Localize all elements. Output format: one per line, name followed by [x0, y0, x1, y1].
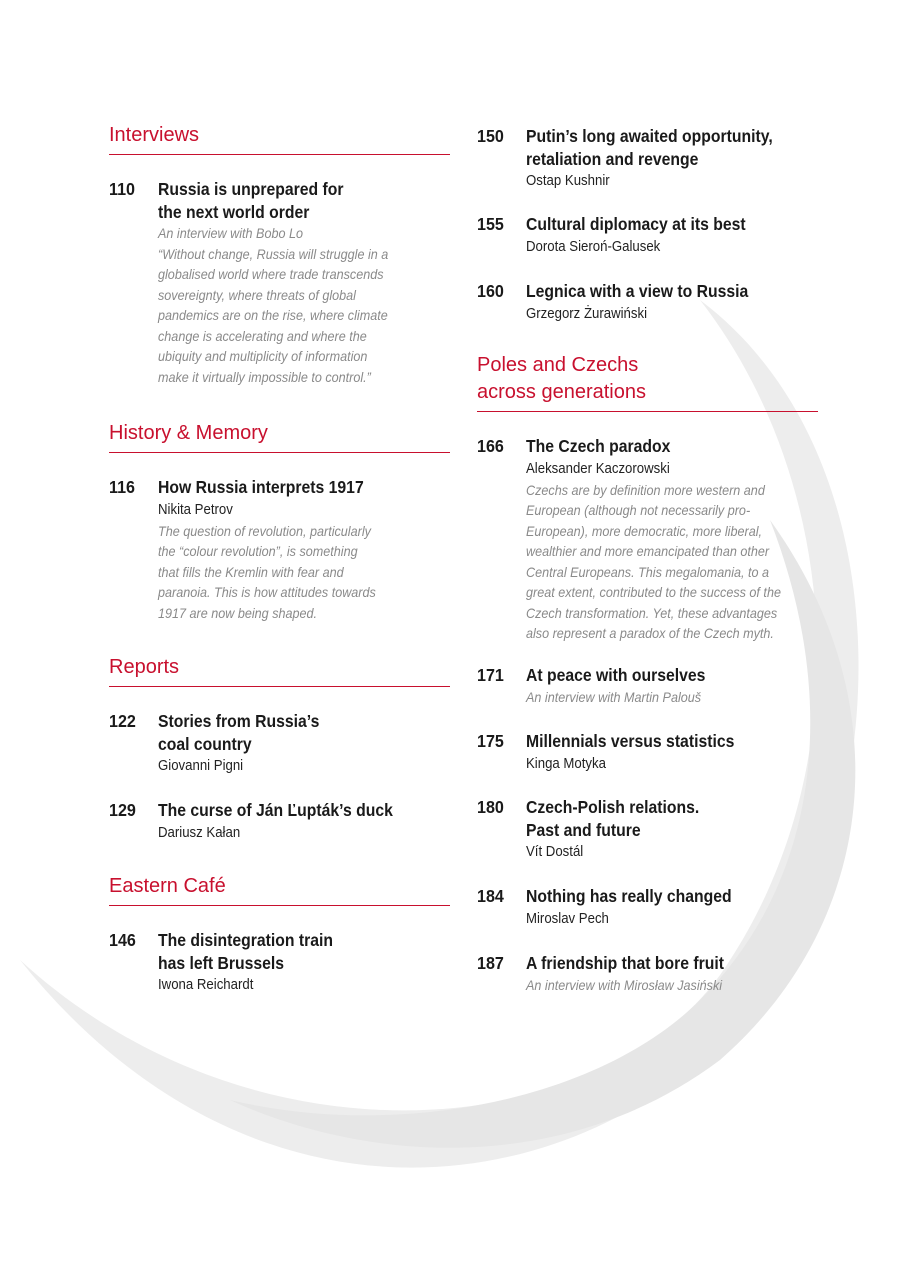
- entry-description: “Without change, Russia will struggle in a globalised world where trade transcends sovereignty, where threats of global pandemics are on the rise, where climate change is accelerating and where the ubiquity and multiplicity of information make it virtually impossible to control.”: [158, 245, 389, 385]
- section-eastern-cafe: [109, 873, 450, 906]
- entry-description: The question of revolution, particularly the “colour revolution”, is something that fills the Kremlin with fear and paranoia. This is how attitudes towards 1917 are now being shaped.: [158, 522, 376, 621]
- entry-subtitle: An interview with Bobo Lo: [158, 225, 303, 241]
- section-reports: [109, 654, 450, 687]
- entry-subtitle: An interview with Martin Palouš: [526, 688, 702, 705]
- page-number: 146: [109, 930, 136, 950]
- section-title-history: History & Memory: [109, 420, 450, 453]
- page-number: 122: [109, 711, 136, 731]
- section-title-eastern-cafe: Eastern Café: [109, 873, 450, 906]
- page-number: 180: [477, 797, 504, 817]
- section-title-line2: across generations: [477, 381, 646, 403]
- page-number: 171: [477, 665, 504, 685]
- section-history-memory: [109, 420, 450, 453]
- entry-title: Millennials versus statistics: [526, 731, 735, 751]
- page-number: 129: [109, 800, 136, 820]
- entry-title: The Czech paradox: [526, 436, 671, 456]
- page-number: 110: [109, 179, 135, 199]
- entry-author: Kinga Motyka: [526, 754, 606, 772]
- section-interviews: [109, 122, 450, 155]
- entry-title: Cultural diplomacy at its best: [526, 214, 746, 234]
- entry-author: Giovanni Pigni: [158, 757, 244, 774]
- section-title-line1: Poles and Czechs: [477, 354, 639, 376]
- page-number: 175: [477, 731, 504, 751]
- entry-title: A friendship that bore fruit: [526, 953, 725, 973]
- entry-title: The curse of Ján Ľupták’s duck: [158, 800, 393, 820]
- section-title-reports: Reports: [109, 654, 450, 687]
- page-number: 187: [477, 953, 504, 973]
- entry-author: Grzegorz Żurawiński: [526, 304, 648, 322]
- entry-title: How Russia interprets 1917: [158, 477, 364, 497]
- page-number: 116: [109, 477, 135, 497]
- page-number: 160: [477, 281, 504, 301]
- entry-author: Dorota Sieroń-Galusek: [526, 237, 661, 255]
- entry-title: Putin’s long awaited opportunity, retaliation and revenge: [526, 126, 773, 169]
- section-poles-czechs: [477, 352, 818, 412]
- section-title-interviews: Interviews: [109, 122, 450, 155]
- entry-author: Dariusz Kałan: [158, 823, 241, 841]
- entry-author: Vít Dostál: [526, 843, 584, 860]
- entry-subtitle: An interview with Mirosław Jasiński: [526, 976, 723, 993]
- entry-title: Legnica with a view to Russia: [526, 281, 749, 301]
- entry-description: Czechs are by definition more western and European (although not necessarily pro- European), more democratic, more liberal, wealthier and more emancipated than other Central Europeans. This megalomania, to a great extent, contributed to the success of the Czech transformation. Yet, these advantages also represent a paradox of the Czech myth.: [526, 481, 781, 641]
- page-number: 155: [477, 214, 504, 234]
- entry-title: At peace with ourselves: [526, 665, 706, 685]
- entry-title: Stories from Russia’s coal country: [158, 711, 320, 754]
- entry-author: Iwona Reichardt: [158, 976, 254, 993]
- entry-title: Nothing has really changed: [526, 886, 732, 906]
- entry-author: Aleksander Kaczorowski: [526, 459, 670, 477]
- entry-author: Nikita Petrov: [158, 500, 233, 518]
- entry-title: Czech-Polish relations. Past and future: [526, 797, 700, 840]
- section-title-poles-czechs: [477, 352, 818, 412]
- entry-author: Ostap Kushnir: [526, 172, 610, 189]
- page-number: 150: [477, 126, 504, 146]
- entry-title: The disintegration train has left Brussels: [158, 930, 334, 973]
- entry-author: Miroslav Pech: [526, 909, 609, 927]
- entry-title: Russia is unprepared for the next world order: [158, 179, 344, 222]
- page-number: 166: [477, 436, 504, 456]
- page-number: 184: [477, 886, 504, 906]
